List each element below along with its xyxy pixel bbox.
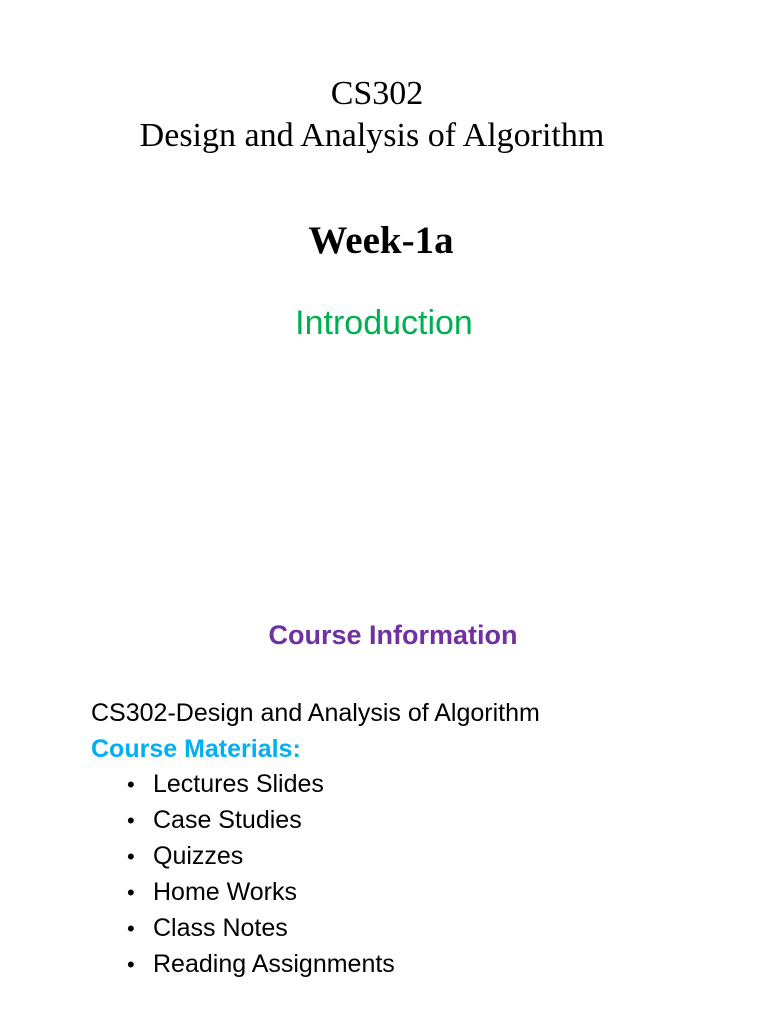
- course-title-line: CS302-Design and Analysis of Algorithm: [91, 699, 540, 727]
- material-label: Quizzes: [153, 842, 244, 870]
- material-label: Reading Assignments: [153, 950, 395, 978]
- bullet-icon: •: [127, 808, 135, 833]
- material-label: Home Works: [153, 878, 298, 906]
- course-name: Design and Analysis of Algorithm: [139, 117, 605, 154]
- bullet-icon: •: [127, 952, 135, 977]
- course-materials-label: Course Materials:: [91, 735, 301, 763]
- material-label: Class Notes: [153, 914, 288, 942]
- course-materials-list: [127, 768, 395, 984]
- course-info-slide: [0, 512, 768, 1024]
- bullet-icon: •: [127, 880, 135, 905]
- bullet-icon: •: [127, 772, 135, 797]
- list-item: [127, 804, 395, 840]
- list-item: [127, 912, 395, 948]
- course-info-heading: Course Information: [268, 620, 518, 650]
- list-item: [127, 840, 395, 876]
- course-code: CS302: [330, 75, 424, 112]
- list-item: [127, 768, 395, 804]
- list-item: [127, 876, 395, 912]
- list-item: [127, 948, 395, 984]
- bullet-icon: •: [127, 916, 135, 941]
- week-title: Week-1a: [308, 219, 454, 262]
- bullet-icon: •: [127, 844, 135, 869]
- material-label: Lectures Slides: [153, 770, 324, 798]
- material-label: Case Studies: [153, 806, 302, 834]
- slide-subtitle: Introduction: [295, 304, 473, 342]
